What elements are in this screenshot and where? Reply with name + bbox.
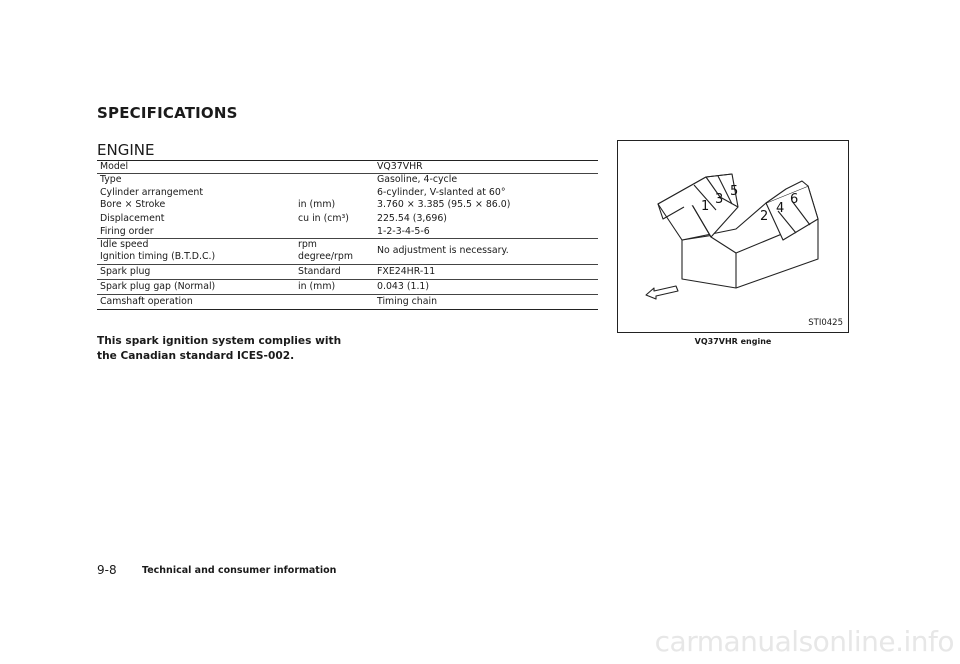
page-number: 9-8 <box>97 563 117 577</box>
cylinder-label: 6 <box>790 192 799 207</box>
spec-unit: in (mm) <box>298 199 336 211</box>
engine-figure <box>617 140 849 333</box>
spec-label: Camshaft operation <box>97 294 295 309</box>
spec-label: Firing order <box>100 225 154 237</box>
spec-value: VQ37VHR <box>374 161 598 174</box>
figure-caption: VQ37VHR engine <box>694 337 772 346</box>
spec-label: Displacement <box>100 212 165 224</box>
spec-value: 1-2-3-4-5-6 <box>377 225 430 237</box>
spec-value: FXE24HR-11 <box>374 264 598 279</box>
spec-unit <box>295 294 374 309</box>
spec-label: Idle speed <box>97 239 295 252</box>
figure-id: STI0425 <box>808 318 843 328</box>
front-arrow-icon <box>646 286 678 299</box>
spec-value: 0.043 (1.1) <box>374 279 598 294</box>
spec-label: Spark plug <box>97 264 295 279</box>
section-title: SPECIFICATIONS <box>97 104 238 122</box>
table-row <box>97 279 598 294</box>
spec-unit: cu in (cm³) <box>298 212 349 224</box>
engine-spec-table <box>97 160 598 310</box>
spec-unit: degree/rpm <box>298 251 353 263</box>
spec-label: Ignition timing (B.T.D.C.) <box>100 251 216 263</box>
spec-unit <box>295 187 374 199</box>
cylinder-label: 5 <box>730 184 739 199</box>
cylinder-label: 4 <box>776 201 785 216</box>
ices-compliance-note: This spark ignition system complies with the Canadian standard ICES-002. <box>97 335 342 362</box>
spec-unit <box>295 161 374 174</box>
spec-label: Spark plug gap (Normal) <box>97 279 295 294</box>
table-row <box>97 294 598 309</box>
engine-heading: ENGINE <box>97 141 155 159</box>
spec-unit: in (mm) <box>295 279 374 294</box>
spec-value: No adjustment is necessary. <box>374 239 598 265</box>
spec-value: Timing chain <box>374 294 598 309</box>
spec-unit <box>295 174 374 187</box>
spec-label: Type <box>97 174 295 187</box>
table-row <box>97 239 598 252</box>
table-row <box>97 161 598 174</box>
table-row <box>97 264 598 279</box>
cylinder-label: 3 <box>715 192 724 207</box>
table-row <box>97 226 598 239</box>
spec-value: Gasoline, 4-cycle <box>374 174 598 187</box>
spec-label: Model <box>97 161 295 174</box>
table-row <box>97 187 598 199</box>
spec-unit <box>295 226 374 239</box>
spec-unit: rpm <box>295 239 374 252</box>
spec-unit: Standard <box>295 264 374 279</box>
table-row <box>97 174 598 187</box>
watermark: carmanualsonline.info <box>654 625 954 658</box>
spec-label: Cylinder arrangement <box>100 186 204 198</box>
engine-diagram <box>618 141 848 332</box>
cylinder-label: 1 <box>701 199 710 214</box>
table-row <box>97 212 598 226</box>
spec-value: 3.760 × 3.385 (95.5 × 86.0) <box>377 199 511 211</box>
footer-section-title: Technical and consumer information <box>142 565 337 576</box>
table-row <box>97 199 598 211</box>
spec-label: Bore × Stroke <box>100 199 166 211</box>
cylinder-label: 2 <box>760 209 769 224</box>
spec-value: 225.54 (3,696) <box>377 212 447 224</box>
spec-value: 6-cylinder, V-slanted at 60° <box>377 186 506 198</box>
